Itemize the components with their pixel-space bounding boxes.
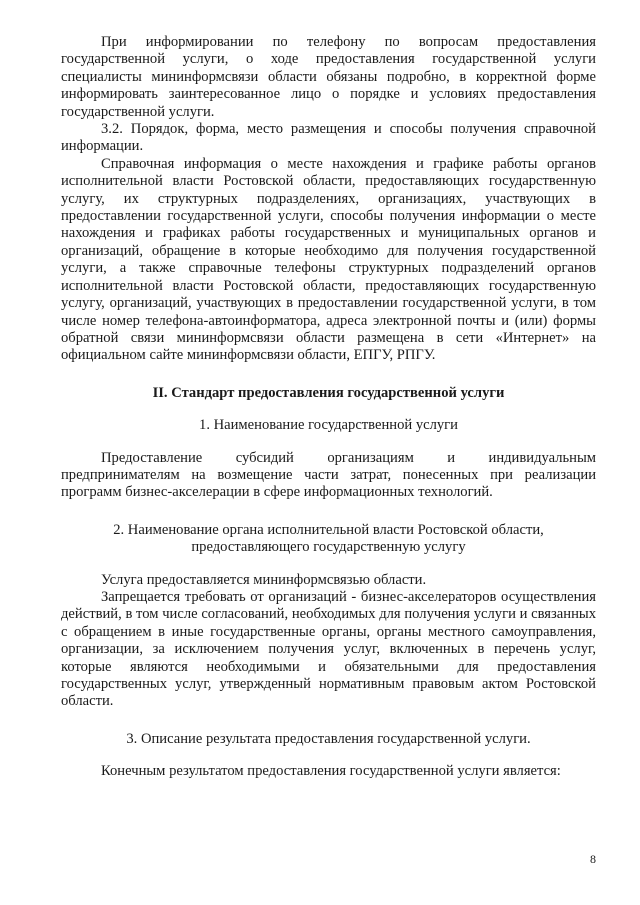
subsection-2-text-1: Услуга предоставляется мининформсвязью области. xyxy=(101,571,427,588)
subsection-2-title-line1: 2. Наименование органа исполнительной власти Ростовской области, xyxy=(113,521,544,538)
subsection-3-title: 3. Описание результата предоставления государственной услуги. xyxy=(126,730,531,747)
spacer xyxy=(61,402,596,417)
section-title: II. Стандарт предоставления государственной услуги xyxy=(152,384,505,401)
subsection-1-title: 1. Наименование государственной услуги xyxy=(199,417,458,434)
subsection-2-title-line2: предоставляющего государственную услугу xyxy=(191,539,466,556)
page-number: 8 xyxy=(590,852,596,866)
spacer xyxy=(61,502,596,522)
spacer xyxy=(61,435,596,450)
spacer xyxy=(61,365,596,385)
subsection-2-text-2: Запрещается требовать от организаций - бизнес-акселераторов осуществления действий, в том числе согласований, необходимых для получения услуги и связанных с обращением в иные государственные органы, органы местного самоуправления, организации, за исключением получения услуг, включенных в перечень услуг, которые являются необходимыми и обязательными для предоставления государственных услуг, утвержденный нормативным правовым актом Ростовской области. xyxy=(61,588,596,710)
spacer xyxy=(61,711,596,731)
subsection-3-text: Конечным результатом предоставления государственной услуги является: xyxy=(101,763,561,780)
subsection-1-text: Предоставление субсидий организациям и индивидуальным предпринимателям на возмещение части затрат, понесенных при реализации программ бизнес-акселерации в сфере информационных технологий. xyxy=(61,449,596,501)
paragraph-reference-info: Справочная информация о месте нахождения и графике работы органов исполнительной власти Ростовской области, предоставляющих государственную услугу, их структурных подразделениях, организациях, участвующих в предоставлении государственной услуги, способы получения информации о месте нахождения и графиках работы государственных и муниципальных органов и организаций, обращение в которые необходимо для получения государственной услуги, а также справочные телефоны структурных подразделений органов исполнительной власти Ростовской области, предоставляющих государственную услугу, организаций, участвующих в предоставлении государственной услуги, в том числе номер телефона-автоинформатора, адреса электронной почты и (или) формы обратной связи мининформсвязи области размещена в сети «Интернет» на официальном сайте мининформсвязи области, ЕПГУ, РПГУ. xyxy=(61,155,596,364)
document-page xyxy=(61,34,596,781)
spacer xyxy=(61,748,596,763)
paragraph-phone-info: При информировании по телефону по вопросам предоставления государственной услуги, о ходе предоставления государственной услуги специалисты мининформсвязи области обязаны подробно, в корректной форме информировать заинтересованное лицо о порядке и условиях предоставления государственной услуги. xyxy=(61,34,596,120)
paragraph-3-2: 3.2. Порядок, форма, место размещения и способы получения справочной информации. xyxy=(61,121,596,155)
spacer xyxy=(61,557,596,572)
